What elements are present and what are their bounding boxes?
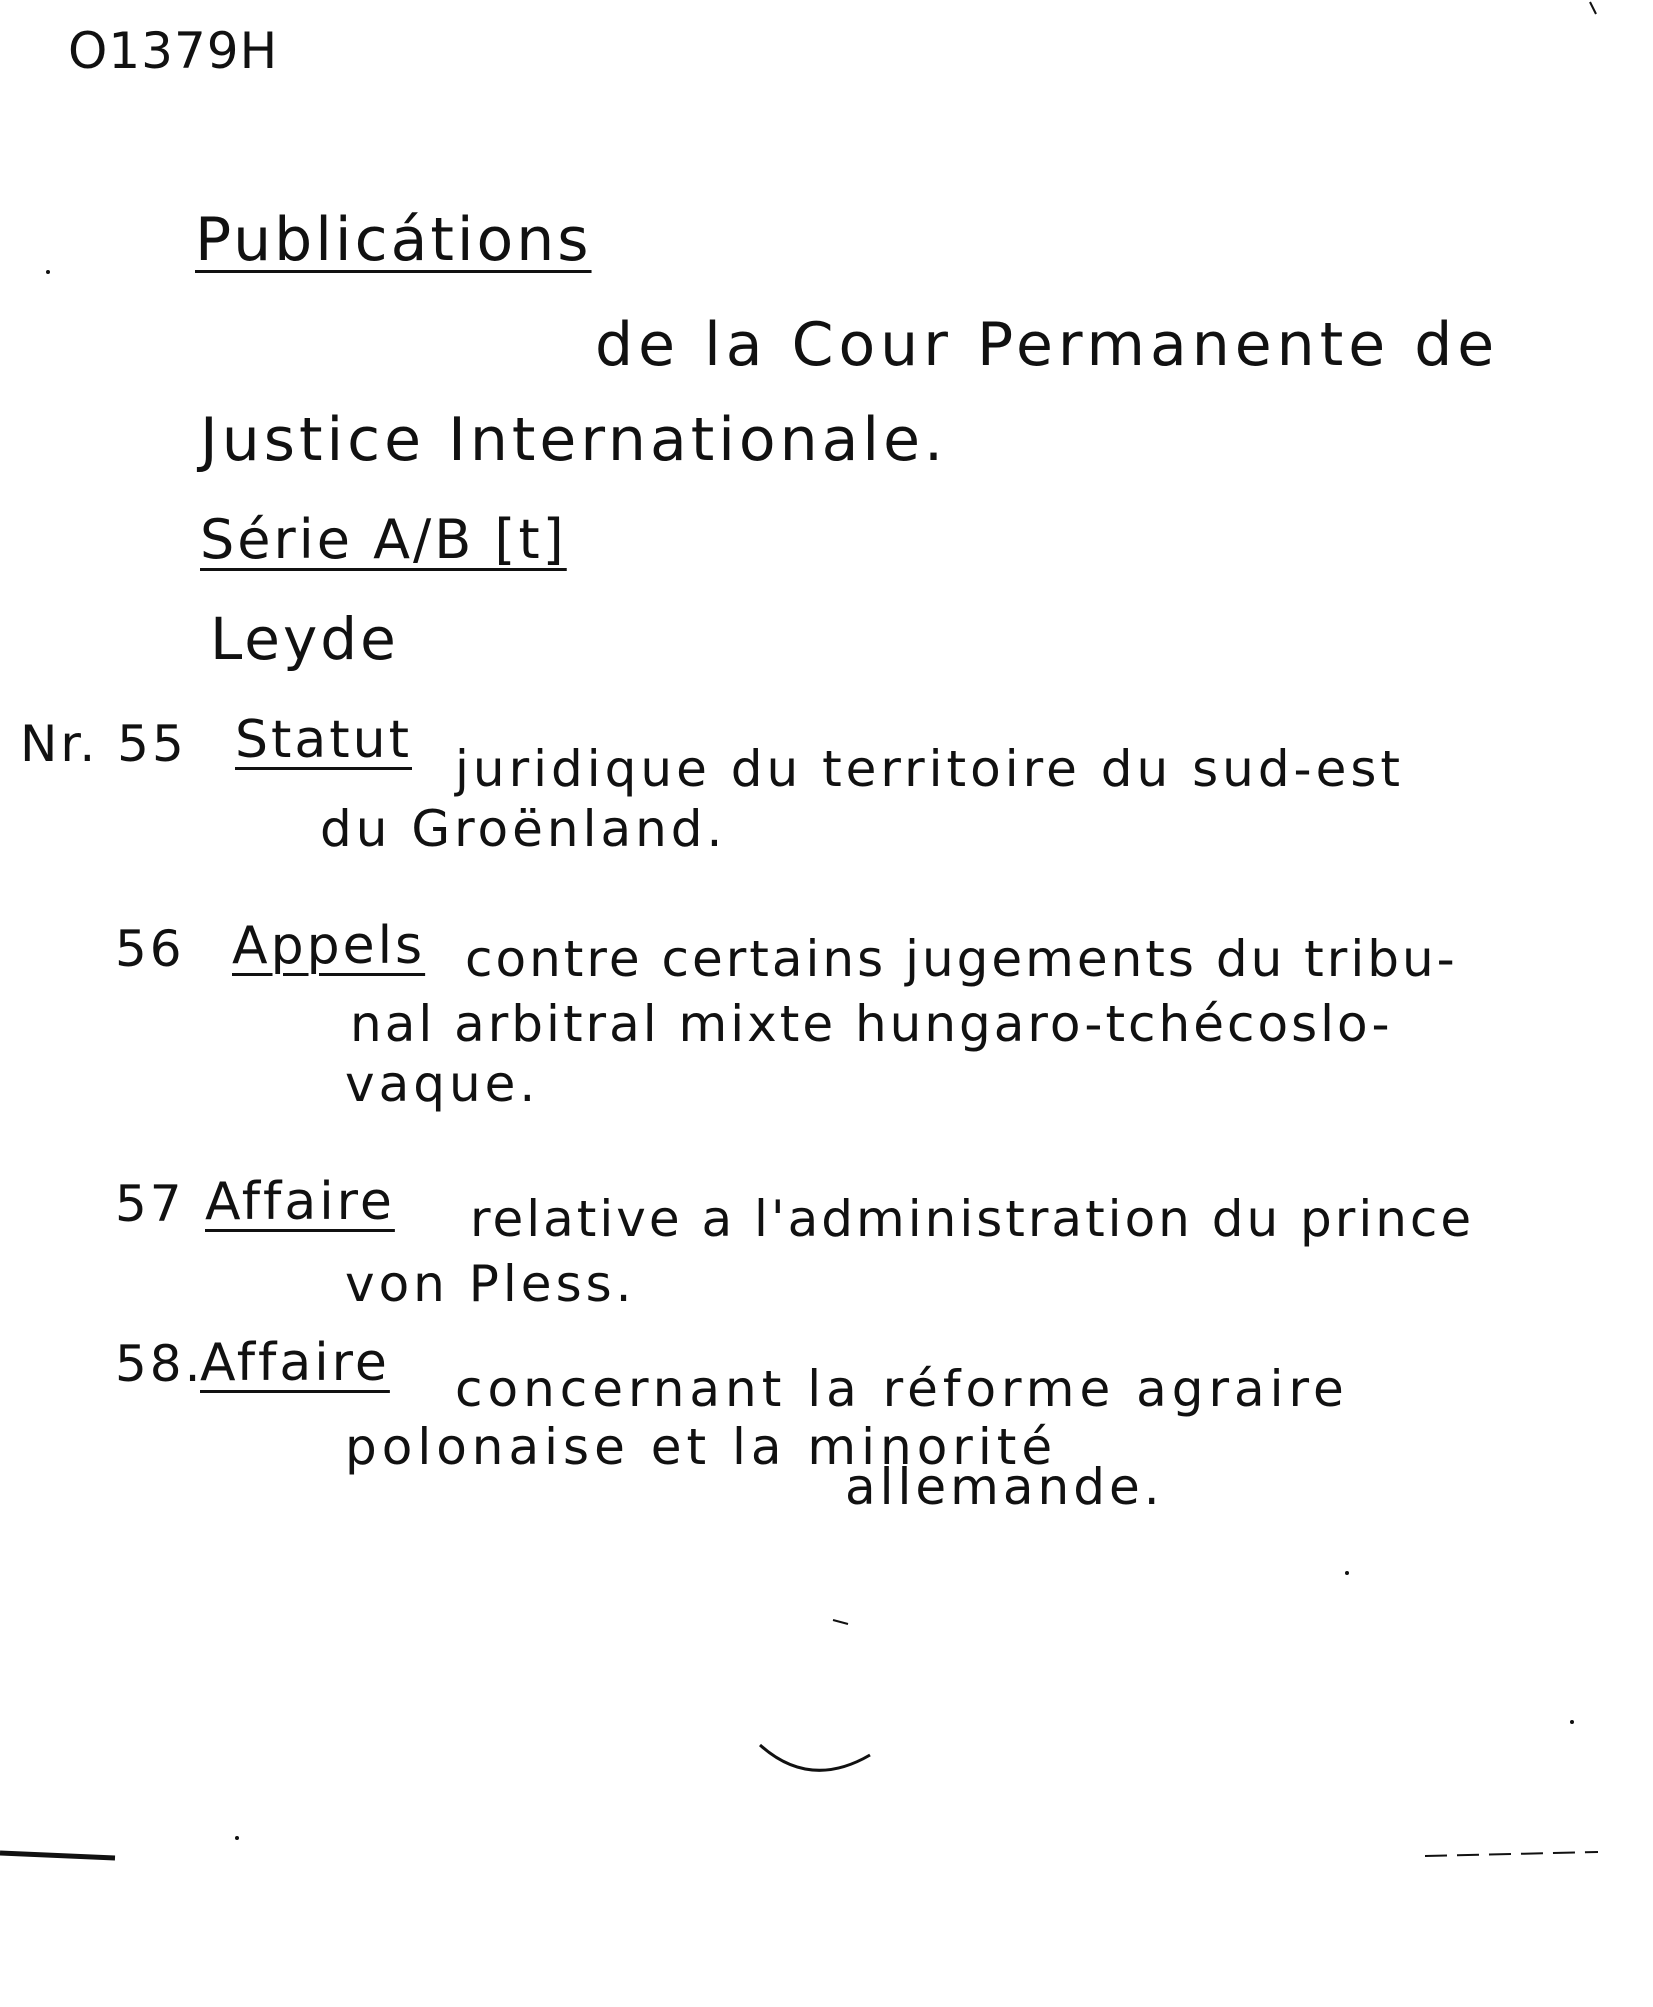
- title-publications: Publicátions: [195, 205, 592, 275]
- entry-text-line: vaque.: [345, 1055, 540, 1113]
- entry-text-line: nal arbitral mixte hungaro-tchécoslo-: [350, 995, 1393, 1053]
- entry-text-line: contre certains jugements du tribu-: [465, 930, 1458, 988]
- entry-number: 56: [115, 920, 185, 978]
- entry-number: 57: [115, 1175, 185, 1233]
- entry-lead-word: Affaire: [200, 1333, 390, 1393]
- entry-text-line: du Groënland.: [320, 800, 727, 858]
- entry-lead-word: Statut: [235, 710, 412, 770]
- entry-text-line: relative a l'administration du prince: [470, 1190, 1475, 1248]
- title-justice-line: Justice Internationale.: [200, 405, 948, 475]
- entry-text-line: allemande.: [845, 1458, 1164, 1516]
- entry-text-line: von Pless.: [345, 1255, 636, 1313]
- corner-mark: [1590, 2, 1596, 14]
- entry-text-line: concernant la réforme agraire: [455, 1360, 1349, 1418]
- place-label: Leyde: [210, 605, 399, 673]
- stray-curve-mark: [760, 1745, 870, 1770]
- speck: [833, 1620, 848, 1624]
- reference-code: O1379H: [68, 22, 279, 80]
- entry-number: 58.: [115, 1335, 204, 1393]
- edge-mark-left: [0, 1853, 115, 1858]
- speck: [46, 270, 50, 274]
- entry-number: Nr. 55: [20, 715, 187, 773]
- speck: [1345, 1571, 1349, 1575]
- series-label: Série A/B [t]: [200, 508, 567, 571]
- entry-lead-word: Appels: [232, 916, 426, 976]
- entry-text-line: juridique du territoire du sud-est: [455, 740, 1405, 798]
- entry-text-line: polonaise et la minorité: [345, 1418, 1058, 1476]
- title-court-line: de la Cour Permanente de: [595, 310, 1500, 380]
- speck: [1570, 1720, 1574, 1724]
- speck: [235, 1836, 239, 1840]
- edge-mark-right: [1425, 1852, 1598, 1856]
- entry-lead-word: Affaire: [205, 1172, 395, 1232]
